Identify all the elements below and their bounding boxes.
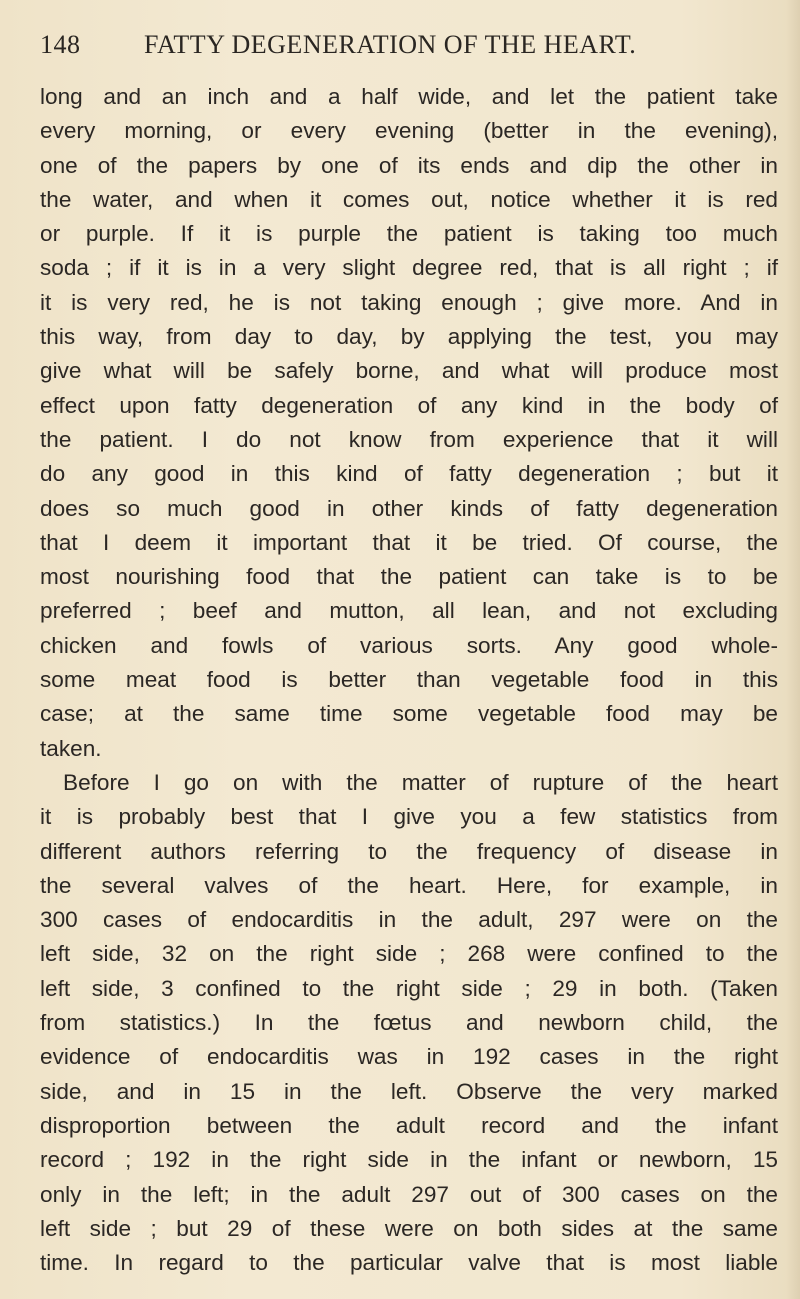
text-line: do any good in this kind of fatty degeneration ; but it	[40, 461, 778, 487]
text-line: from statistics.) In the fœtus and newborn child, the	[40, 1010, 778, 1036]
text-line: time. In regard to the particular valve that is most liable	[40, 1250, 778, 1276]
text-line: the several valves of the heart. Here, for example, in	[40, 872, 778, 898]
text-line: only in the left; in the adult 297 out of 300 cases on the	[40, 1181, 778, 1207]
text-line: long and an inch and a half wide, and let the patient take	[40, 84, 778, 109]
body-text	[40, 80, 778, 1280]
running-header	[40, 30, 760, 70]
text-line: different authors referring to the frequency of disease in	[40, 838, 778, 864]
paragraph-start-line: Before I go on with the matter of rupture of the heart	[63, 769, 778, 795]
running-title: FATTY DEGENERATION OF THE HEART.	[144, 30, 637, 59]
text-line: the patient. I do not know from experience that it will	[40, 426, 778, 452]
text-line: record ; 192 in the right side in the infant or newborn, 15	[40, 1147, 778, 1173]
text-line: chicken and fowls of various sorts. Any good whole-	[40, 632, 778, 658]
text-line: or purple. If it is purple the patient is taking too much	[40, 221, 778, 247]
text-line: soda ; if it is in a very slight degree red, that is all right ; if	[40, 255, 778, 281]
text-line: it is probably best that I give you a few statistics from	[40, 804, 778, 830]
text-line: this way, from day to day, by applying the test, you may	[40, 324, 778, 350]
page-edge-shadow	[786, 0, 800, 1299]
text-line: every morning, or every evening (better in the evening),	[40, 118, 778, 144]
text-line: left side, 3 confined to the right side ; 29 in both. (Taken	[40, 975, 778, 1001]
paragraph-end-line: taken.	[40, 735, 102, 761]
text-line: effect upon fatty degeneration of any kind in the body of	[40, 392, 778, 418]
text-line: that I deem it important that it be tried. Of course, the	[40, 529, 778, 555]
text-line: disproportion between the adult record and the infant	[40, 1112, 778, 1138]
text-line: does so much good in other kinds of fatty degeneration	[40, 495, 778, 521]
text-line: 300 cases of endocarditis in the adult, 297 were on the	[40, 907, 778, 933]
text-line: evidence of endocarditis was in 192 cases in the right	[40, 1044, 778, 1070]
text-line: left side, 32 on the right side ; 268 were confined to the	[40, 941, 778, 967]
text-line: left side ; but 29 of these were on both sides at the same	[40, 1215, 778, 1241]
text-line: case; at the same time some vegetable food may be	[40, 701, 778, 727]
text-line: most nourishing food that the patient can take is to be	[40, 564, 778, 590]
text-line: the water, and when it comes out, notice whether it is red	[40, 186, 778, 212]
text-line: one of the papers by one of its ends and dip the other in	[40, 152, 778, 178]
page-number: 148	[40, 30, 81, 59]
text-line: give what will be safely borne, and what will produce most	[40, 358, 778, 384]
text-line: some meat food is better than vegetable food in this	[40, 667, 778, 693]
text-line: preferred ; beef and mutton, all lean, and not excluding	[40, 598, 778, 624]
text-line: side, and in 15 in the left. Observe the very marked	[40, 1078, 778, 1104]
text-line: it is very red, he is not taking enough ; give more. And in	[40, 289, 778, 315]
